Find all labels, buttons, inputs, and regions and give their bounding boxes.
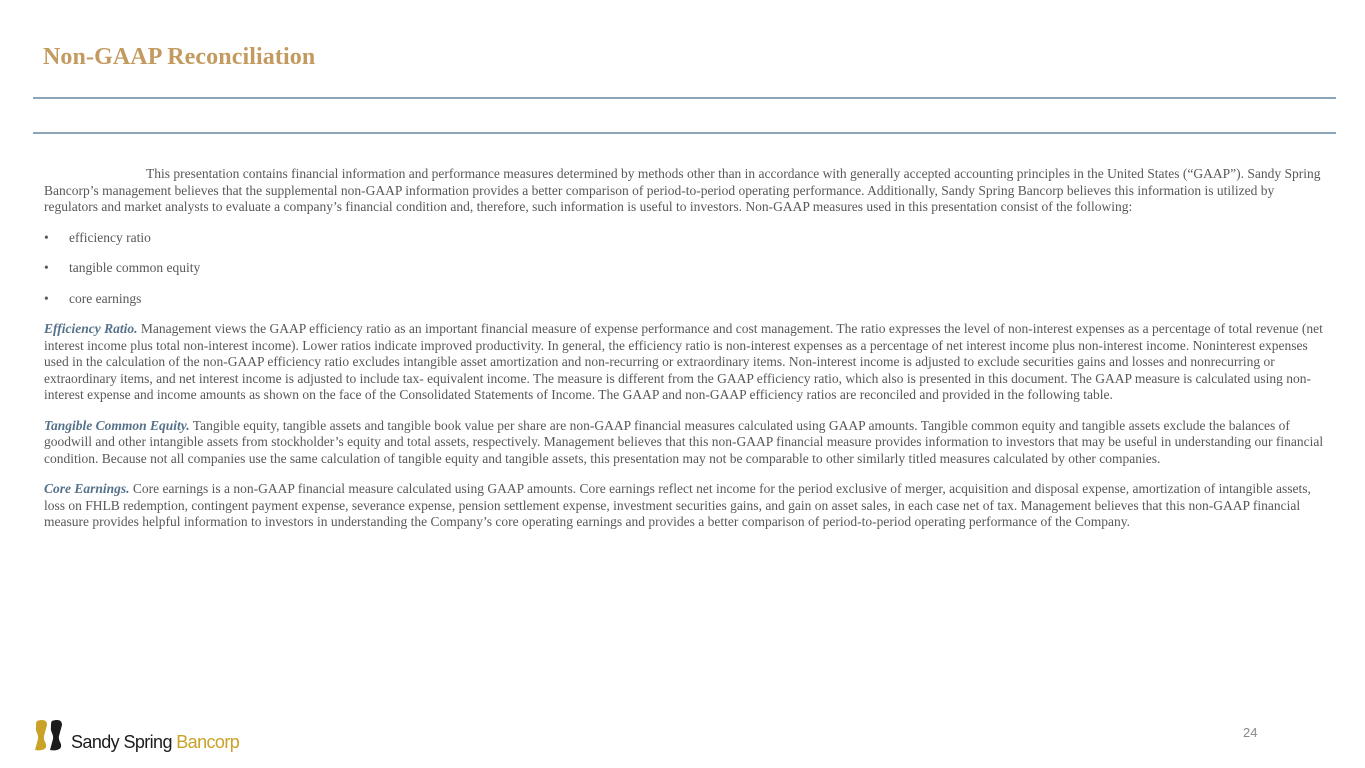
page-title: Non-GAAP Reconciliation: [43, 44, 316, 70]
bullet-icon: •: [44, 229, 49, 245]
measures-list: [44, 230, 1328, 308]
top-divider: [33, 97, 1336, 99]
logo-word-bancorp: Bancorp: [176, 732, 240, 752]
list-item-label: tangible common equity: [69, 260, 201, 275]
core-earnings-heading: Core Earnings.: [44, 481, 130, 496]
list-item: [44, 230, 1328, 247]
logo-wordmark: [71, 733, 239, 751]
list-item: [44, 291, 1328, 308]
tangible-common-equity-text: Tangible equity, tangible assets and tangible book value per share are non-GAAP financial measures calculated using GAAP amounts. Tangible common equity and tangible assets exclude the balances of goodwill and other intangible assets from stockholder’s equity and total assets, respectively. Management believes that this non-GAAP financial measure provides information to investors that may be useful in understanding our financial condition. Because not all companies use the same calculation of tangible equity and tangible assets, this presentation may not be comparable to other similarly titled measures calculated by other companies.: [44, 417, 1324, 466]
core-earnings-text: Core earnings is a non-GAAP financial measure calculated using GAAP amounts. Core earnings reflect net income for the period exclusive of merger, acquisition and disposal expense, amortization of intangible assets, loss on FHLB redemption, contingent payment expense, severance expense, pension settlement expense, investment securities gains, and gain on asset sales, in each case net of tax. Management believes that this non-GAAP financial measure provides helpful information to investors in understanding the Company’s core operating earnings and provides a better comparison of period-to-period operating performance of the Company.: [44, 481, 1311, 529]
tangible-common-equity-heading: Tangible Common Equity.: [44, 417, 190, 433]
logo-word-sandy-spring: Sandy Spring: [71, 732, 172, 752]
bullet-icon: •: [44, 290, 49, 306]
list-item-label: core earnings: [69, 290, 142, 306]
page-number: 24: [1243, 725, 1258, 740]
efficiency-ratio-heading: Efficiency Ratio.: [44, 321, 138, 336]
bullet-icon: •: [44, 260, 49, 275]
core-earnings-paragraph: [44, 481, 1328, 531]
intro-paragraph: This presentation contains financial information and performance measures determined by methods other than in accordance with generally accepted accounting principles in the United States (“GAAP”). Sandy Spring Bancorp’s management believes that the supplemental non-GAAP information provides a better comparison of period-to-period operating performance. Additionally, Sandy Spring Bancorp believes this information is utilized by regulators and market analysts to evaluate a company’s financial condition and, therefore, such information is useful to investors. Non-GAAP measures used in this presentation consist of the following:: [44, 166, 1321, 214]
list-item: [44, 260, 1328, 277]
sandy-spring-logo-icon: [33, 719, 67, 751]
body-text: [44, 166, 1328, 545]
efficiency-ratio-text: Management views the GAAP efficiency ratio as an important financial measure of expense performance and cost management. The ratio expresses the level of non-interest expenses as a percentage of total revenue (net interest income plus total non-interest income). Lower ratios indicate improved productivity. In general, the efficiency ratio is non-interest expenses as a percentage of net interest income plus non-interest income. Noninterest expenses used in the calculation of the non-GAAP efficiency ratio excludes intangible asset amortization and non-recurring or extraordinary items. Non-interest income is adjusted to exclude securities gains and losses and nonrecurring or extraordinary items, and net interest income is adjusted to include tax- equivalent income. The measure is different from the GAAP efficiency ratio, which also is presented in this document. The GAAP measure is calculated using non-interest expense and income amounts as shown on the face of the Consolidated Statements of Income. The GAAP and non-GAAP efficiency ratios are reconciled and provided in the following table.: [44, 321, 1323, 402]
list-item-label: efficiency ratio: [69, 229, 151, 245]
efficiency-ratio-paragraph: [44, 321, 1328, 404]
second-divider: [33, 132, 1336, 134]
tangible-common-equity-paragraph: [44, 418, 1328, 468]
company-logo: [33, 717, 239, 751]
